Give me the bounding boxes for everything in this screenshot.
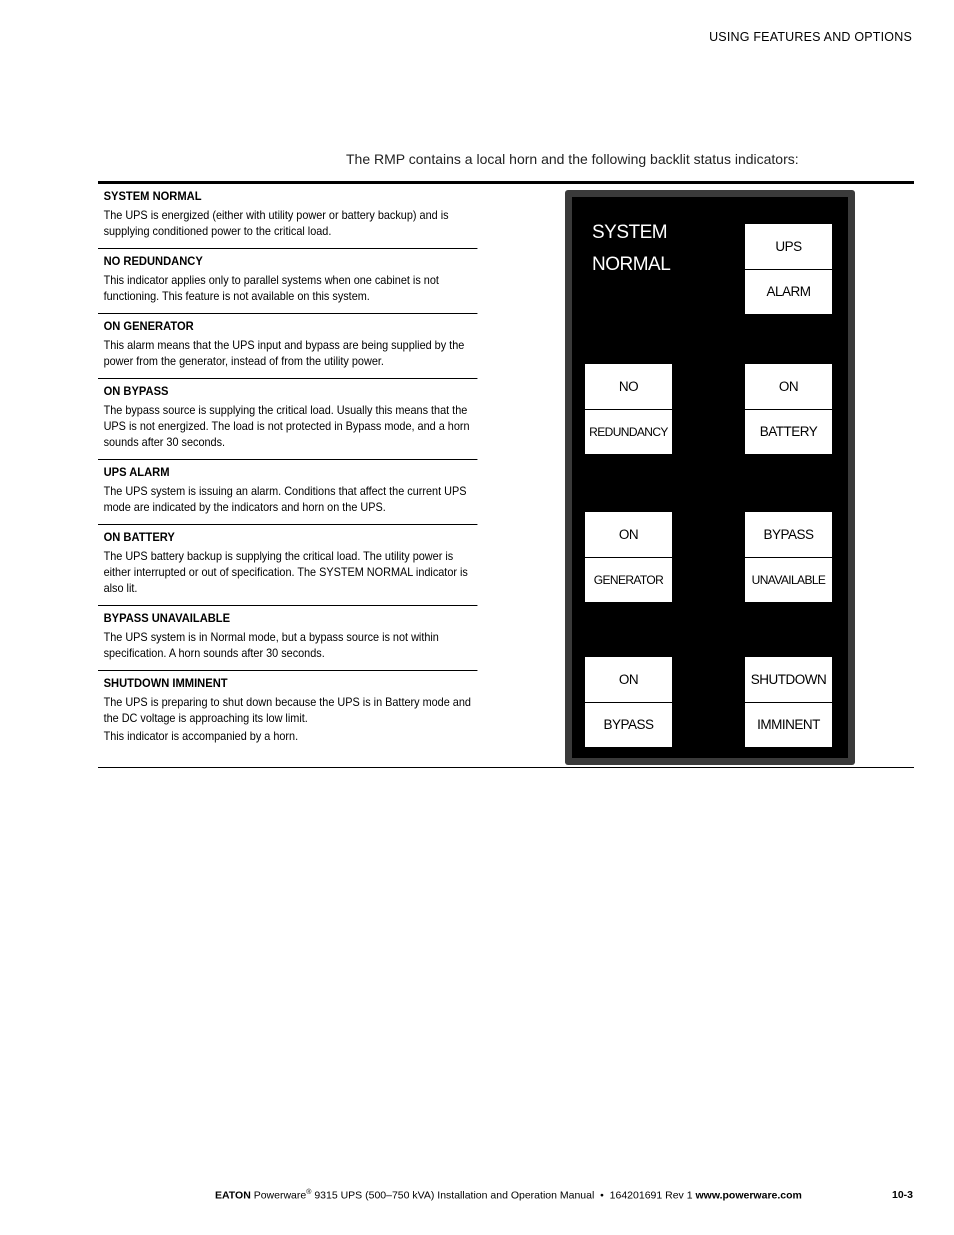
footer-product: Powerware [253,1189,307,1202]
indicator-label-top: UPS [775,238,802,254]
registered-mark: ® [306,1189,312,1196]
indicator-title: ON BYPASS [103,384,169,398]
indicator-note: This indicator is accompanied by a horn. [103,730,299,743]
indicator-item-on-generator [98,314,477,379]
rmp-panel-illustration [565,190,855,765]
page-footer [215,1189,802,1202]
indicator-title: UPS ALARM [103,465,170,479]
indicator-item-ups-alarm [98,460,477,525]
indicator-label-bottom: IMMINENT [757,717,820,733]
indicator-label-bottom: BYPASS [603,717,654,733]
indicator-item-no-redundancy [98,249,477,314]
indicator-title: NO REDUNDANCY [103,254,203,268]
indicator-description: The UPS is energized (either with utility power or battery backup) and is supplying conditioned power to the critical load. [103,209,449,238]
indicator-label-top: BYPASS [763,526,814,542]
footer-manual-info: 9315 UPS (500–750 kVA) Installation and Operation Manual • 164201691 Rev 1 [311,1189,696,1202]
system-normal-indicator [592,217,670,281]
intro-text: The RMP contains a local horn and the following backlit status indicators: [346,151,799,167]
indicator-label-top: NO [618,378,639,394]
indicator-title: ON BATTERY [103,530,175,544]
section-title: USING FEATURES AND OPTIONS [709,30,912,44]
system-normal-line2: NORMAL [592,254,671,275]
system-normal-line1: SYSTEM [592,222,668,243]
table-bottom-rule [98,767,914,768]
indicator-label-bottom: GENERATOR [593,572,664,587]
ups-alarm-indicator [745,224,832,314]
indicator-item-shutdown-imminent [98,671,477,753]
indicator-title: BYPASS UNAVAILABLE [103,611,231,625]
indicator-item-on-bypass [98,379,477,460]
indicator-label-top: ON [618,671,639,687]
indicator-description: The UPS is preparing to shut down because the UPS is in Battery mode and the DC voltage is approaching its low limit. [103,696,471,725]
indicator-list [98,184,506,753]
indicator-label-top: SHUTDOWN [750,671,827,687]
indicator-description: This indicator applies only to parallel systems when one cabinet is not functioning. This feature is not available on this system. [103,274,439,303]
indicator-description: The UPS system is in Normal mode, but a bypass source is not within specification. A horn sounds after 30 seconds. [103,631,439,660]
footer-brand: EATON [215,1189,251,1202]
indicator-label-top: ON [778,378,799,394]
indicator-description: This alarm means that the UPS input and bypass are being supplied by the power from the generator, instead of from the utility power. [103,339,465,368]
indicator-title: SYSTEM NORMAL [103,189,202,203]
on-bypass-indicator [585,657,672,747]
indicator-label-top: ON [618,526,639,542]
on-battery-indicator [745,364,832,454]
bypass-unavailable-indicator [745,512,832,602]
indicator-item-system-normal [98,184,477,249]
shutdown-imminent-indicator [745,657,832,747]
indicator-item-on-battery [98,525,477,606]
indicator-title: SHUTDOWN IMMINENT [103,676,228,690]
on-generator-indicator [585,512,672,602]
indicator-label-bottom: ALARM [766,284,811,300]
indicator-label-bottom: UNAVAILABLE [751,572,826,587]
indicator-title: ON GENERATOR [103,319,194,333]
footer-website: www.powerware.com [695,1189,802,1202]
indicator-item-bypass-unavailable [98,606,477,671]
indicator-description: The UPS system is issuing an alarm. Conditions that affect the current UPS mode are indicated by the indicators and horn on the UPS. [103,485,467,514]
indicator-label-bottom: BATTERY [759,424,818,440]
no-redundancy-indicator [585,364,672,454]
indicator-label-bottom: REDUNDANCY [589,424,668,439]
indicator-description: The UPS battery backup is supplying the critical load. The utility power is either interrupted or out of specification. The SYSTEM NORMAL indicator is also lit. [103,550,468,595]
indicator-description: The bypass source is supplying the critical load. Usually this means that the UPS is not energized. The load is not protected in Bypass mode, and a horn sounds after 30 seconds. [103,404,470,449]
rmp-panel-face [572,197,848,758]
page-number: 10-3 [891,1189,913,1201]
